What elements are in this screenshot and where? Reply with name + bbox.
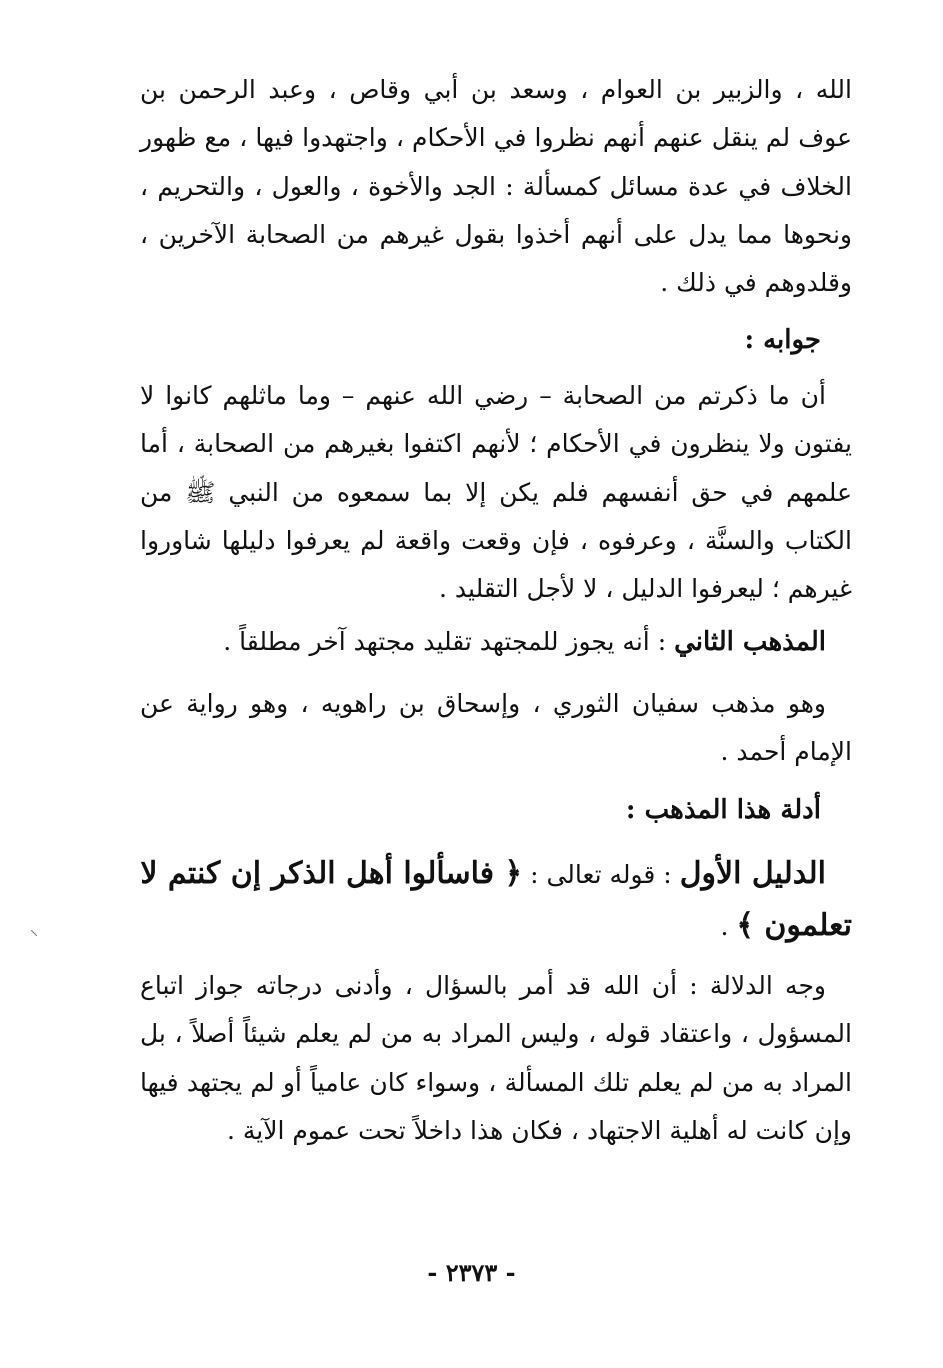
first-evidence-end: .	[720, 912, 737, 941]
second-school-label: المذهب الثاني	[674, 627, 826, 657]
second-school-paragraph	[140, 618, 852, 666]
paragraph-evidence-explanation: وجه الدلالة : أن الله قد أمر بالسؤال ، وأدنى درجاته جواز اتباع المسؤول ، واعتقاد قوله ، وليس المراد به من لم يعلم شيئاً أصلاً ، بل المراد به من لم يعلم تلك المسألة ، وسواء كان عامياً أو لم يجتهد فيها وإن كانت له أهلية الاجتهاد ، فكان هذا داخلاً تحت عموم الآية .	[140, 971, 852, 1145]
evidence-heading: أدلة هذا المذهب :	[625, 795, 821, 825]
quran-verse-part-1: ﴿ فاسألوا أهل الذكر إن كنتم لا	[140, 856, 523, 891]
first-evidence-line-2	[140, 900, 852, 953]
first-evidence-line-1	[140, 848, 852, 901]
scan-mark-decoration	[31, 930, 37, 936]
answer-heading: جوابه :	[744, 325, 821, 355]
page-number: - ٢٣٧٣ -	[427, 1258, 516, 1287]
second-school-text: : أنه يجوز للمجتهد تقليد مجتهد آخر مطلقاً .	[223, 627, 675, 656]
paragraph-companions: الله ، والزبير بن العوام ، وسعد بن أبي وقاص ، وعبد الرحمن بن عوف لم ينقل عنهم أنهم نظروا في الأحكام ، واجتهدوا فيها ، مع ظهور الخلاف في عدة مسائل كمسألة : الجد والأخوة ، والعول ، والتحريم ، ونحوها مما يدل على أنهم أخذوا بقول غيرهم من الصحابة الآخرين ، وقلدوهم في ذلك .	[140, 75, 852, 298]
paragraph-second-school-holders: وهو مذهب سفيان الثوري ، وإسحاق بن راهويه ، وهو رواية عن الإمام أحمد .	[140, 689, 852, 767]
first-evidence-intro: : قوله تعالى :	[522, 860, 680, 889]
first-evidence-label: الدليل الأول	[679, 856, 826, 891]
quran-verse-part-2: تعلمون ﴾	[736, 908, 852, 943]
paragraph-answer: أن ما ذكرتم من الصحابة – رضي الله عنهم – وما ماثلهم كانوا لا يفتون ولا ينظرون في الأحكام ؛ لأنهم اكتفوا بغيرهم من الصحابة ، أما علمهم في حق أنفسهم فلم يكن إلا بما سمعوه من النبي ﷺ من الكتاب والسنَّة ، وعرفوه ، فإن وقعت واقعة لم يعرفوا دليلها شاوروا غيرهم ؛ ليعرفوا الدليل ، لا لأجل التقليد .	[140, 381, 852, 604]
